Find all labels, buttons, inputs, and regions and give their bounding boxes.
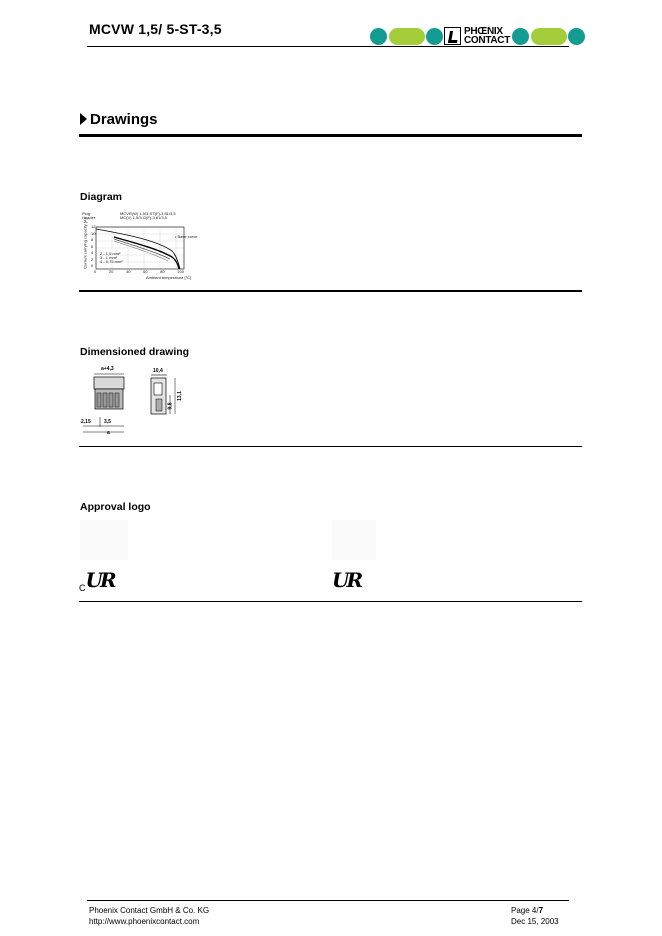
y-tick: 12 — [91, 224, 96, 229]
page-total: 7 — [538, 906, 544, 915]
legend-item: 3 - 1 mm² — [100, 255, 118, 260]
y-tick-column — [91, 224, 95, 268]
teal-dot-icon — [512, 28, 529, 45]
teal-dot-icon — [568, 28, 585, 45]
y-tick: 2 — [91, 256, 94, 262]
teal-dot-icon — [370, 28, 387, 45]
section-divider — [79, 290, 582, 292]
dimension-label: 9,8 — [167, 402, 174, 410]
base-curve-label: • Base curve — [175, 234, 198, 239]
section-title-text: Drawings — [90, 111, 158, 128]
x-tick: 0 — [94, 269, 97, 274]
document-title: MCVW 1,5/ 5-ST-3,5 — [89, 21, 222, 37]
plug-value: MCVR(W) 1,5/3-ST(F)-3,81/3,5 — [120, 211, 176, 216]
y-axis-label: Current carrying capacity [A] — [82, 218, 88, 269]
y-tick: 10 — [91, 230, 96, 236]
derating-diagram — [80, 209, 215, 283]
cul-recognized-logo — [79, 568, 114, 592]
dimension-label: 13,1 — [176, 391, 183, 401]
dimension-label: 3,5 — [104, 419, 111, 425]
approval-image-placeholder — [331, 520, 376, 560]
header-rule — [87, 46, 569, 47]
dimensioned-drawing-heading: Dimensioned drawing — [80, 346, 190, 358]
brand-wordmark — [444, 27, 514, 47]
footer-url[interactable]: http://www.phoenixcontact.com — [89, 917, 200, 926]
diagram-heading: Diagram — [80, 191, 123, 203]
green-pill-icon — [389, 28, 425, 45]
x-tick: 100 — [177, 269, 184, 274]
y-tick: 8 — [91, 237, 94, 242]
header-label: Header: — [82, 215, 97, 220]
legend-item: 4 - 0,75 mm² — [100, 259, 123, 264]
x-tick: 80 — [160, 269, 165, 274]
x-tick: 40 — [125, 269, 131, 274]
section-rule — [79, 134, 582, 137]
dimension-label: a — [107, 430, 110, 436]
dimensioned-drawing — [80, 363, 190, 438]
footer-page-number — [511, 905, 559, 916]
brand-line-1: PHŒNIX — [464, 26, 503, 37]
dimension-label: 10,4 — [153, 368, 163, 374]
ur-recognized-logo — [332, 568, 360, 592]
footer-date: Dec 15, 2003 — [511, 917, 559, 926]
dimension-label: 2,15 — [81, 419, 91, 425]
footer-company: Phoenix Contact GmbH & Co. KG — [89, 906, 210, 915]
header-value: MC(V) 1,5/3-G(F)-3,81/3,5 — [120, 215, 167, 220]
section-divider — [79, 446, 582, 447]
y-tick: 0 — [91, 263, 94, 268]
x-tick: 20 — [108, 269, 114, 274]
brand-mark-icon — [444, 27, 461, 45]
brand-line-2: CONTACT — [464, 35, 511, 46]
approval-image-placeholder — [80, 520, 128, 560]
connector-drawing — [80, 363, 190, 438]
x-axis-label: Ambient temperature [°C] — [146, 275, 192, 280]
approval-logo-heading: Approval logo — [80, 501, 151, 513]
footer-right — [511, 905, 559, 927]
teal-dot-icon — [426, 28, 443, 45]
y-tick: 6 — [91, 243, 94, 249]
ur-mark-icon: UR — [85, 568, 114, 592]
x-tick-row — [94, 269, 184, 274]
green-pill-icon — [531, 28, 567, 45]
dimension-label: a+4,3 — [101, 366, 114, 372]
footer-left — [89, 905, 209, 927]
x-tick: 60 — [143, 269, 148, 274]
y-tick: 4 — [91, 250, 94, 255]
ur-mark-icon: UR — [332, 568, 361, 592]
triangle-bullet-icon — [80, 113, 87, 125]
cul-prefix: C — [79, 583, 86, 593]
plug-label: Plug: — [82, 211, 92, 216]
section-divider — [79, 601, 582, 602]
section-heading — [80, 111, 158, 128]
footer-rule — [87, 900, 569, 901]
page-label: Page 4/ — [511, 906, 539, 915]
legend-item: 2 - 1,5 mm² — [100, 251, 121, 256]
